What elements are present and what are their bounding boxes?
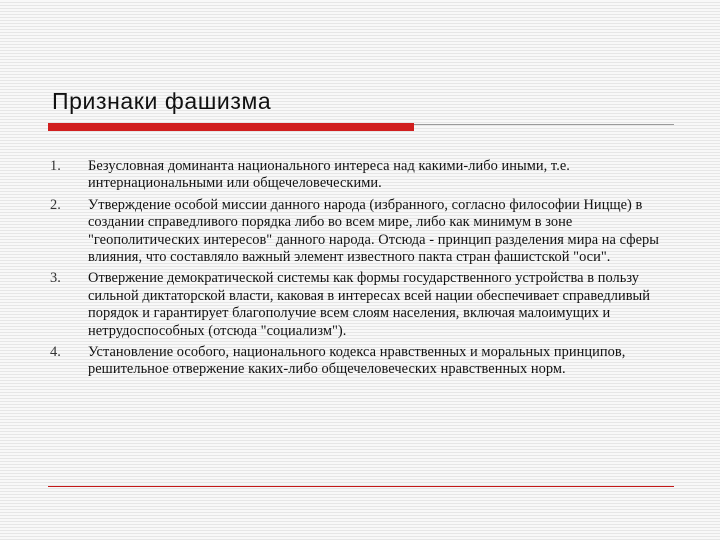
list-item-text: Утверждение особой миссии данного народа (избранного, согласно философии Ницще) в создании справедливого порядка либо во всем мире, либо как минимум в зоне "геополитических интересов" данного народа. Отсюда - принцип разделения мира на сферы влияния, что составляло важный элемент известного пакта стран фашистской "оси". [88, 196, 660, 266]
numbered-list [50, 158, 672, 383]
list-item-2 [50, 197, 672, 267]
list-item-text: Безусловная доминанта национального интереса над какими-либо иными, т.е. интернациональными или общечеловеческими. [88, 158, 570, 192]
list-item-number: 4. [50, 344, 61, 361]
list-item-text: Отвержение демократической системы как формы государственного устройства в пользу сильной диктаторской власти, каковая в интересах всей нации обеспечивает справедливый порядок и гарантирует благополучие всем слоям населения, включая малоимущих и нетрудоспособных (отсюда "социализм"). [88, 270, 651, 339]
list-item-1 [50, 158, 672, 193]
list-item-number: 2. [50, 196, 61, 213]
list-item-4 [50, 344, 672, 379]
bottom-divider-line [48, 486, 674, 487]
list-item-number: 1. [50, 158, 61, 174]
list-item-3 [50, 270, 672, 340]
slide-title: Признаки фашизма [52, 88, 272, 114]
title-accent-bar [48, 123, 414, 131]
list-item-number: 3. [50, 270, 61, 287]
list-item-text: Установление особого, национального кодекса нравственных и моральных принципов, решительное отвержение каких-либо общечеловеческих нравственных норм. [88, 344, 626, 378]
